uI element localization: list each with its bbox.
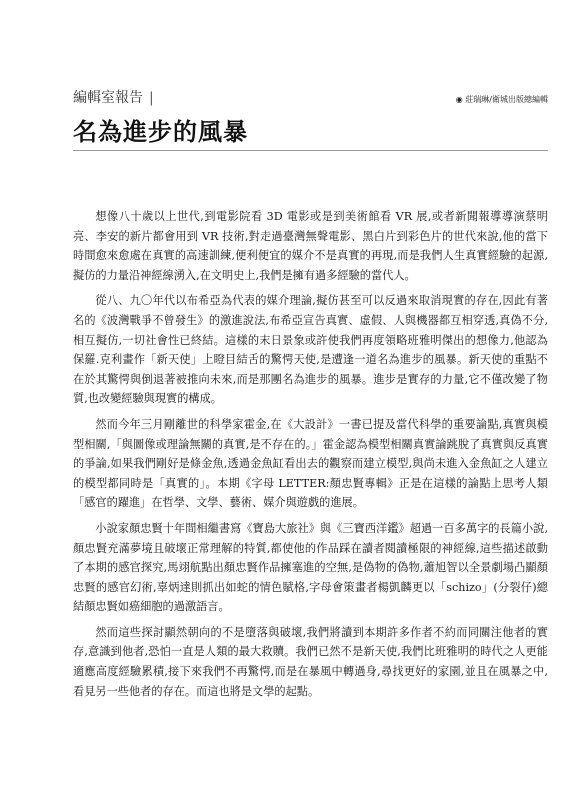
section-divider: | [149, 90, 154, 106]
paragraph-1: 想像八十歲以上世代,到電影院看 3D 電影或是到美術館看 VR 展,或者新聞報導導演蔡明亮、李安的新片都會用到 VR 技術,對走過臺灣無聲電影、黑白片到彩色片的世代來說,他的當下時間愈來愈處在真實的高速訓練,便利便宜的媒介不是真實的再現,而是我們人生真實經驗的起源,擬仿的力量沿神經線湧入,在文明史上,我們是擁有過多經驗的當代人。 [73, 210, 548, 282]
header-rule [73, 150, 548, 151]
article-body [73, 207, 548, 707]
section-label: 編輯室報告 [73, 90, 143, 106]
section-heading [73, 87, 154, 107]
paragraph-2: 從八、九〇年代以布希亞為代表的媒介理論,擬仿甚至可以反過來取消現實的存在,因此有著名的《波灣戰爭不曾發生》的激進說法,布希亞宣告真實、虛假、人與機器都互相穿透,真偽不分,相互擬仿,一切社會性已終結。這樣的末日景象或許使我們再度領略班雅明傑出的想像力,他認為保羅.克利畫作「新天使」上瞪目結舌的驚愕天使,是遭逢一道名為進步的風暴。新天使的重點不在於其驚愕與倒退著被推向未來,而是那團名為進步的風暴。進步是實存的力量,它不僅改變了物質,也改變經驗與現實的構成。 [73, 294, 548, 406]
paragraph-4: 小說家顏忠賢十年間相繼書寫《寶島大旅社》與《三寶西洋鑑》超過一百多萬字的長篇小說,顏忠賢充滿夢境且破壞正常理解的特質,都使他的作品踩在讀者閱讀極限的神經線,這些描述啟動了本期的感官探究,馬翊航點出顏忠賢作品擁塞進的空無,是偽物的偽物,蕭旭智以全景劇場凸顯顏忠賢的感官幻術,辜炳達則抓出如蛇的情色賦格,字母會策畫者楊凱麟更以「schizo」(分裂仔)總結顏忠賢如癌細胞的過激語言。 [73, 521, 548, 614]
paragraph-5: 然而這些探討顯然朝向的不是墮落與破壞,我們將讀到本期許多作者不約而同關注他者的實存,意識到他者,恐怕一直是人類的最大救贖。我們已然不是新天使,我們比班雅明的時代之人更能適應高度經驗累積,接下來我們不再驚愕,而是在暴風中轉過身,尋找更好的家園,並且在風暴之中,看見另一些他者的存在。而這也將是文學的起點。 [73, 625, 548, 698]
author-byline: ◉ 莊瑞琳/衛城出版總編輯 [455, 95, 548, 104]
paragraph-3: 然而今年三月剛離世的科學家霍金,在《大設計》一書已提及當代科學的重要論點,真實與模型相關,「與圖像或理論無關的真實,是不存在的。」霍金認為模型相關真實論跳脫了真實與反真實的爭論,如果我們剛好是條金魚,透過金魚缸看出去的觀察而建立模型,與尚未進入金魚缸之人建立的模型都同時是「真實的」。本期《字母 LETTER:顏忠賢專輯》正是在這樣的論點上思考人類「感官的躍進」在哲學、文學、藝術、媒介與遊戲的進展。 [73, 417, 548, 510]
article-title: 名為進步的風暴 [73, 117, 248, 146]
